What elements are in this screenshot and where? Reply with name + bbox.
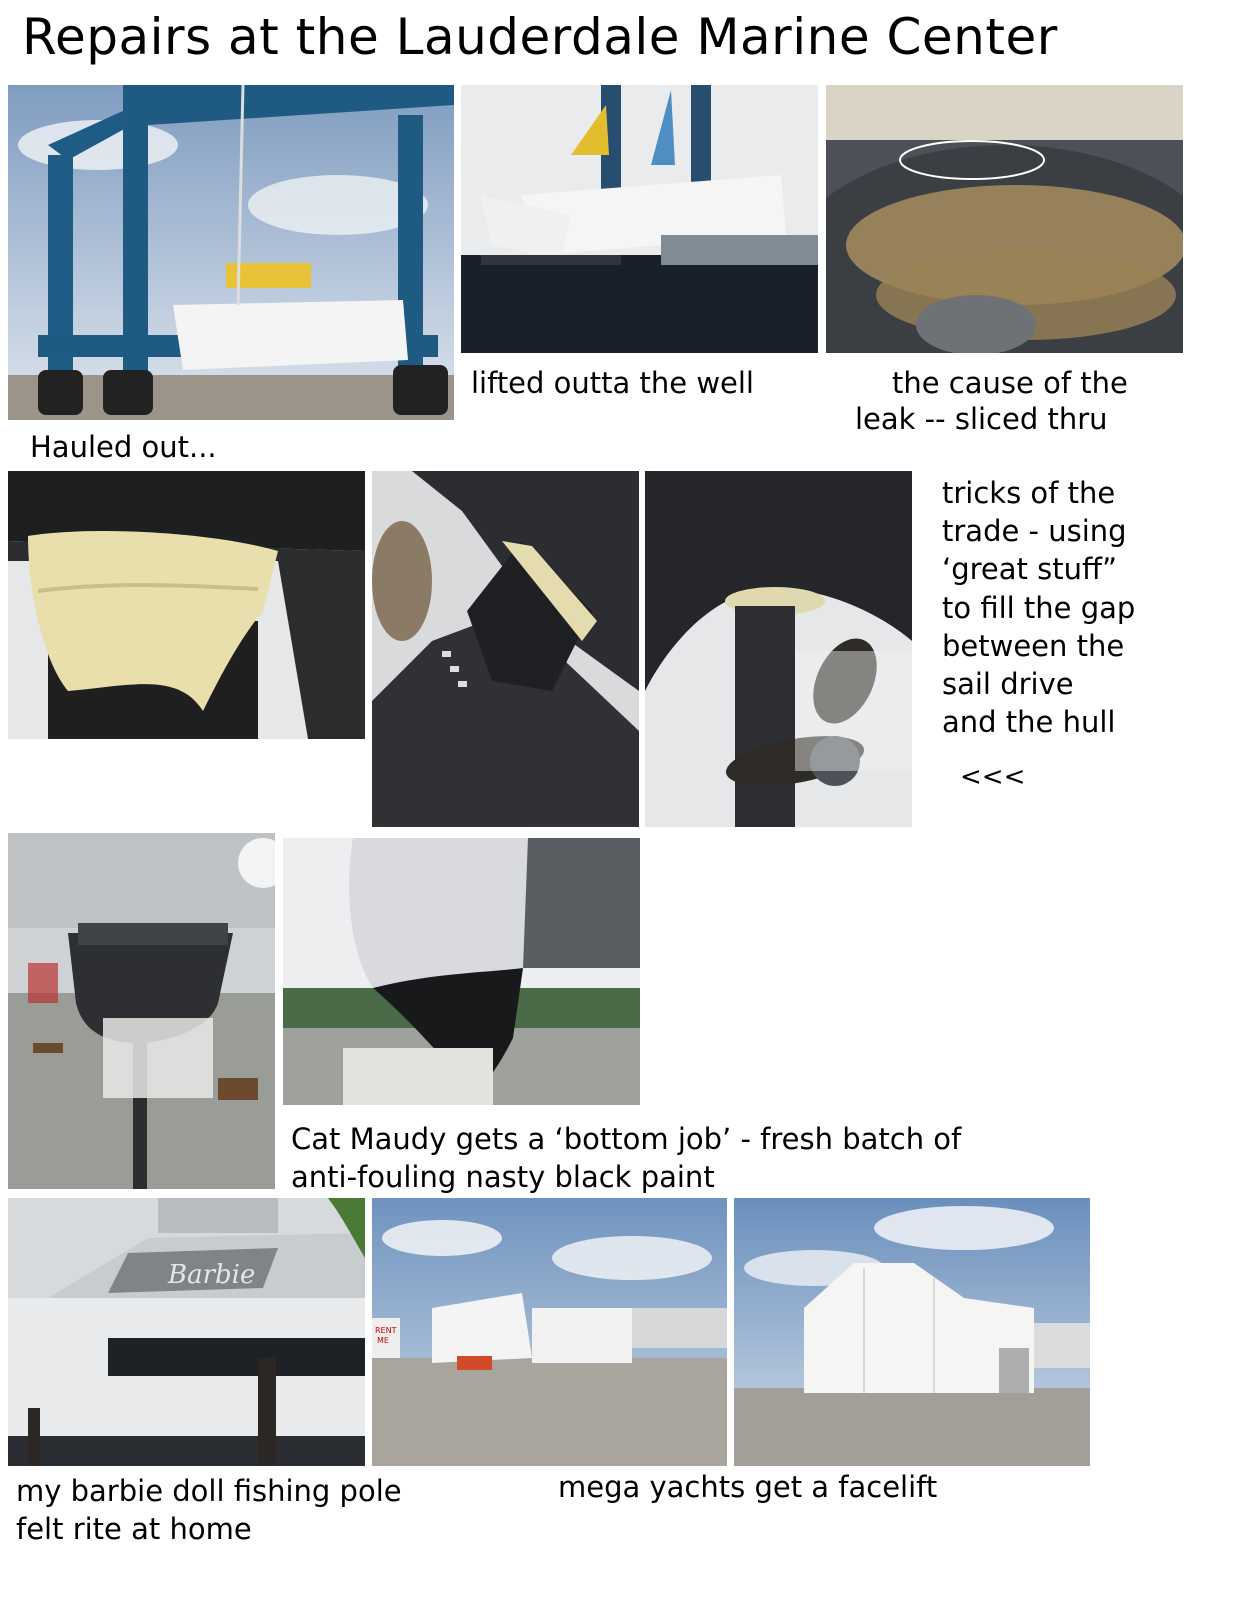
photo-leak-cause [826, 85, 1183, 353]
tricks-line-3: ‘great stuff” [942, 552, 1117, 586]
caption-lifted: lifted outta the well [471, 366, 754, 400]
photo-foam-gap [8, 471, 365, 739]
photo-hull-bottom-front [8, 833, 275, 1189]
caption-barbie-line2: felt rite at home [16, 1512, 252, 1546]
tricks-line-6: sail drive [942, 667, 1074, 701]
caption-bottom-job-line1: Cat Maudy gets a ‘bottom job’ - fresh batch of [291, 1122, 962, 1156]
barbie-sign-text: Barbie [168, 1260, 256, 1290]
photo-barbie-yacht [8, 1198, 365, 1466]
photo-lifted-from-well [461, 85, 818, 353]
tricks-line-2: trade - using [942, 514, 1127, 548]
photo-hull-bottom-paint [283, 838, 640, 1105]
me-sign-text: ME [377, 1336, 389, 1345]
rent-sign-text: RENT [375, 1326, 397, 1335]
photo-shrink-wrapped-yachts [372, 1198, 727, 1466]
caption-cause-line2: leak -- sliced thru [855, 402, 1108, 436]
arrows-pointer: <<< [960, 762, 1026, 792]
tricks-line-7: and the hull [942, 705, 1116, 739]
tricks-line-5: between the [942, 629, 1125, 663]
photo-shrink-wrap-building [734, 1198, 1090, 1466]
page-title: Repairs at the Lauderdale Marine Center [22, 8, 1058, 66]
caption-cause-line1: the cause of the [892, 366, 1128, 400]
photo-travel-lift [8, 85, 454, 420]
caption-barbie-line1: my barbie doll fishing pole [16, 1474, 402, 1508]
photo-sail-drive-angle [372, 471, 639, 827]
caption-hauled-out: Hauled out... [30, 430, 217, 464]
tricks-line-4: to fill the gap [942, 591, 1136, 625]
caption-bottom-job-line2: anti-fouling nasty black paint [291, 1160, 715, 1194]
photo-prop-and-drive [645, 471, 912, 827]
tricks-line-1: tricks of the [942, 476, 1116, 510]
caption-mega-yachts: mega yachts get a facelift [558, 1470, 938, 1504]
